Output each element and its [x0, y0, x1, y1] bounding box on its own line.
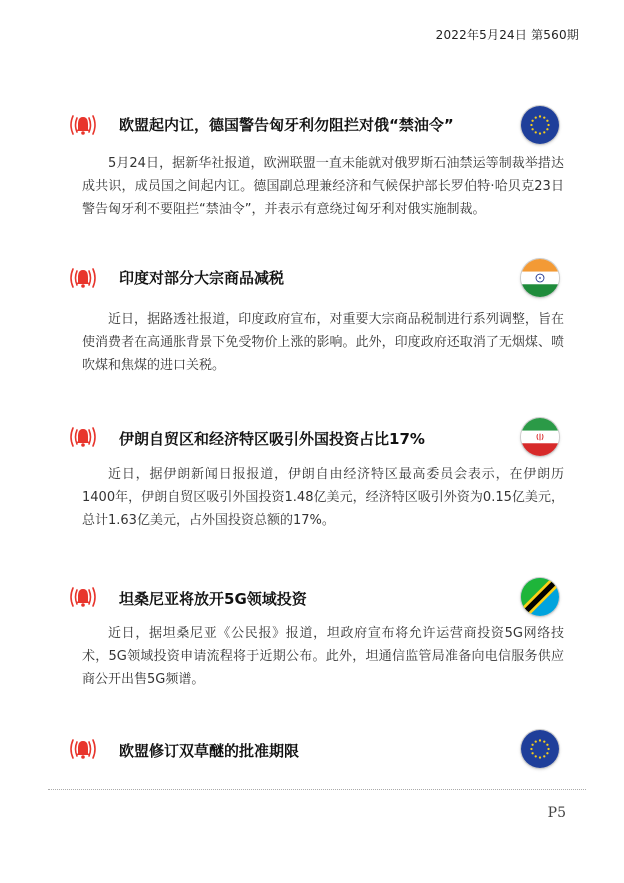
footer-divider: [48, 789, 586, 790]
alarm-bell-icon: [68, 586, 98, 608]
news-body: 5月24日，据新华社报道，欧洲联盟一直未能就对俄罗斯石油禁运等制裁举措达成共识，成员国之间起内讧。德国副总理兼经济和气候保护部长罗伯特·哈贝克23日警告匈牙利不要阻拦“禁油令”，并表示有意绕过匈牙利对俄实施制裁。: [82, 156, 564, 217]
eu-flag-icon: [521, 730, 559, 768]
news-title: 欧盟修订双草醚的批准期限: [119, 742, 300, 760]
news-body: 近日，据伊朗新闻日报报道，伊朗自由经济特区最高委员会表示，在伊朗历1400年，伊朗自贸区吸引外国投资1.48亿美元，经济特区吸引外资为0.15亿美元，总计1.63亿美元，占外国投资总额的17%。: [82, 467, 564, 528]
news-title: 印度对部分大宗商品减税: [119, 269, 285, 287]
issue-date: 2022年5月24日 第560期: [435, 28, 579, 42]
news-title: 欧盟起内讧，德国警告匈牙利勿阻拦对俄“禁油令”: [119, 116, 454, 134]
eu-flag-icon: [521, 106, 559, 144]
news-title: 坦桑尼亚将放开5G领域投资: [119, 590, 307, 608]
news-title: 伊朗自贸区和经济特区吸引外国投资占比17%: [119, 430, 425, 448]
india-flag-icon: [521, 259, 559, 297]
tanzania-flag-icon: [521, 578, 559, 616]
alarm-bell-icon: [68, 114, 98, 136]
news-body: 近日，据路透社报道，印度政府宣布，对重要大宗商品税制进行系列调整，旨在使消费者在高通胀背景下免受物价上涨的影响。此外，印度政府还取消了无烟煤、喷吹煤和焦煤的进口关税。: [82, 312, 564, 373]
page-number: P5: [547, 805, 566, 821]
alarm-bell-icon: [68, 426, 98, 448]
news-body: 近日，据坦桑尼亚《公民报》报道，坦政府宣布将允许运营商投资5G网络技术，5G领域投资申请流程将于近期公布。此外，坦通信监管局准备向电信服务供应商公开出售5G频谱。: [82, 626, 564, 687]
alarm-bell-icon: [68, 267, 98, 289]
alarm-bell-icon: [68, 738, 98, 760]
iran-flag-icon: [521, 418, 559, 456]
